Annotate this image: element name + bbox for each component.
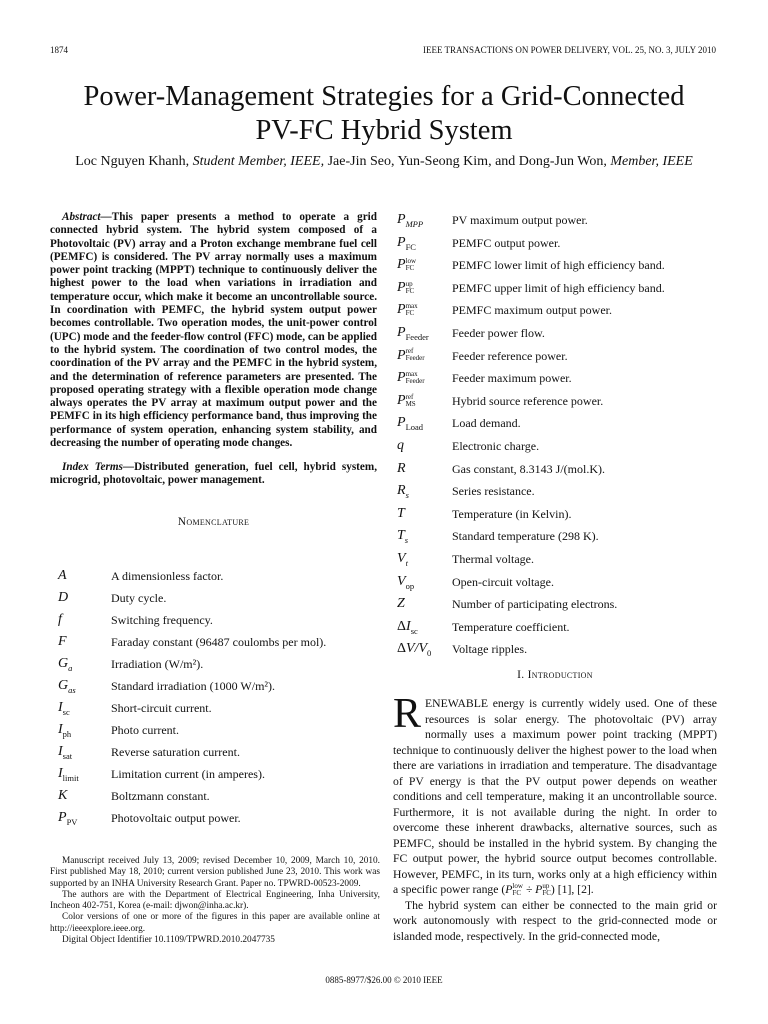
symbol-pload: $P_{Load}$: [397, 415, 424, 433]
symbol-pfc-up: Pup FC: [397, 279, 415, 295]
nomenclature-right: $P_{MPP}$ PV maximum output power. $P_{FC}$ PEMFC output power. Plow FC PEMFC lower limit of high efficiency band. Pup FC PEMFC upper limit of high efficiency band. Pmax FC PEMFC maximum output power. $P_{Feeder}$ Feeder power flow. Pref Feeder Feeder reference power. Pmax Feeder Feeder maximum power. Pref MS Hybrid source reference power. $P_{Load}$ Load demand. q Electronic charge. R Gas constant, 8.3143 J/(mol.K). $R_s$ Series resistance. T Temperature (in Kelvin). $T_s$ Standard temperature (298 K). $V_t$ Thermal voltage. $V_{op}$ Open-circuit voltage. Z Number of participating electrons. $\Delta I_{sc}$ Temperature coefficient. $\Delta V/V_0$ Voltage ripples.: [397, 212, 665, 659]
nomenclature-left: A A dimensionless factor. D Duty cycle. f Switching frequency. F Faraday constant (96487 coulombs per mol). $G_a$ Irradiation (W/m²). $G_{as}$ Standard irradiation (1000 W/m²). $I_{sc}$ Short-circuit current. $I_{ph}$ Photo current. $I_{sat}$ Reverse saturation current. $I_{limit}$ Limitation current (in amperes). K Boltzmann constant. $P_{PV}$ Photovoltaic output power.: [58, 568, 327, 827]
footnote: [50, 856, 380, 946]
symbol-vop: $V_{op}$: [397, 573, 415, 591]
symbol-gas: $G_{as}$: [58, 678, 76, 695]
abstract: [50, 211, 377, 450]
symbol-f: f: [58, 612, 62, 627]
abstract-label: Abstract—: [62, 211, 112, 223]
intro-paragraph-2: The hybrid system can either be connected to the main grid or work autonomously with respect to the grid-connected mode or islanded mode, respectively. In the grid-connected mode,: [393, 898, 717, 943]
author-3: Yun-Seong Kim, and: [397, 154, 516, 169]
symbol-isc: $I_{sc}$: [58, 700, 70, 717]
symbol-q: q: [397, 438, 404, 453]
symbol-delta-isc: $\Delta I_{sc}$: [397, 618, 418, 636]
symbol-ga: $G_a$: [58, 656, 73, 673]
symbol-pfc-low: Plow FC: [397, 256, 417, 273]
author-list: [0, 154, 768, 170]
symbol-iph: $I_{ph}$: [58, 722, 72, 739]
footnote-doi: Digital Object Identifier 10.1109/TPWRD.2010.2047735: [62, 935, 275, 946]
footnote-manuscript: Manuscript received July 13, 2009; revised December 10, 2009, March 10, 2010. First published May 18, 2010; current version published June 23, 2010. This work was supported by an INHA University Research Grant. Paper no. TPWRD-00523-2009.: [50, 856, 380, 889]
dropcap: R: [393, 691, 422, 737]
symbol-pfeeder-ref: Pref Feeder: [397, 347, 425, 363]
symbol-z: Z: [397, 596, 405, 612]
footnote-color: Color versions of one or more of the figures in this paper are available online at http://ieeexplore.ieee.org.: [50, 912, 380, 934]
symbol-pfeeder-max: Pmax Feeder: [397, 369, 425, 386]
introduction-text: [393, 691, 717, 944]
journal-header: IEEE TRANSACTIONS ON POWER DELIVERY, VOL. 25, NO. 3, JULY 2010: [422, 45, 716, 55]
paper-title: [0, 80, 768, 148]
index-terms-label: Index Terms—: [62, 461, 135, 473]
power-range-math: Plow FC ÷ Pup FC: [505, 882, 551, 898]
copyright-footer: 0885-8977/$26.00 © 2010 IEEE: [325, 975, 443, 985]
page-number: 1874: [50, 45, 68, 55]
author-1: Loc Nguyen Khanh,: [75, 154, 190, 169]
footnote-affiliation: The authors are with the Department of Electrical Engineering, Inha University, Incheon 402-751, Korea (e-mail: djwon@inha.ac.kr).: [50, 889, 380, 912]
title-line-2: PV-FC Hybrid System: [255, 115, 513, 146]
author-4-role: Member, IEEE: [610, 154, 693, 169]
nomenclature-heading: Nomenclature: [177, 516, 250, 528]
abstract-text: This paper presents a method to operate a grid connected hybrid system. The hybrid system composed of a Photovoltaic (PV) array and a Proton exchange membrane fuel cell (PEMFC) is considered. The PV array normally uses a maximum power point tracking (MPPT) technique to continuously deliver the highest power to the load when variations in irradiation and temperature occur, which make it become an uncontrollable source. In coordination with PEMFC, the hybrid system output power becomes controllable. Two operation modes, the unit-power control (UPC) mode and the feeder-flow control (FFC) mode, can be applied to the hybrid system. The coordination of two control modes, the coordination of the PV array and the PEMFC in the hybrid system, and the determination of reference parameters are presented. The proposed operating strategy with a flexible operation mode change always operates the PV array at maximum output power and the PEMFC in its high efficiency performance band, thus improving the performance of system operation, enhancing system stability, and decreasing the number of operating mode changes.: [50, 211, 377, 450]
symbol-d: D: [58, 590, 69, 605]
symbol-k: K: [58, 788, 68, 803]
symbol-pms-ref: Pref MS: [397, 392, 416, 408]
symbol-delta-v: $\Delta V/V_0$: [397, 641, 432, 659]
symbol-pfc-max: Pmax FC: [397, 302, 418, 318]
symbol-pmpp: $P_{MPP}$: [397, 212, 424, 229]
index-terms-text: Distributed generation, fuel cell, hybrid system, microgrid, photovoltaic, power management.: [50, 461, 377, 487]
symbol-faraday: F: [58, 634, 67, 649]
symbol-ppv: $P_{PV}$: [58, 810, 78, 827]
symbol-a: A: [58, 568, 67, 583]
symbol-r: R: [397, 460, 406, 476]
author-2: Jae-Jin Seo,: [327, 154, 395, 169]
intro-paragraph-1: RENEWABLE energy is currently widely used. One of these resources is solar energy. The photovoltaic (PV) array normally uses a maximum power point tracking (MPPT) technique to continuously deliver the highest power to the load when there are variations in irradiation and temperature. The disadvantage of PV energy is that the PV output power depends on weather conditions and cell temperature, making it an uncontrollable source. Furthermore, it is not available during the night. In order to overcome these inherent drawbacks, alternative sources, such as PEMFC, should be installed in the hybrid system. By changing the FC output power, the hybrid source output becomes controllable. However, PEMFC, in its turn, works only at a high efficiency within a specific power range (Plow FC ÷ Pup FC) [1], [2].: [393, 691, 717, 898]
title-line-1: Power-Management Strategies for a Grid-Connected: [83, 81, 685, 112]
section-heading: I. Introduction: [517, 669, 593, 681]
symbol-t: T: [397, 505, 405, 521]
symbol-isat: $I_{sat}$: [58, 744, 73, 761]
symbol-vt: $V_t$: [397, 551, 408, 568]
symbol-pfc: $P_{FC}$: [397, 234, 416, 252]
symbol-ts: $T_s$: [397, 528, 409, 546]
author-1-role: Student Member, IEEE,: [192, 154, 325, 169]
author-4: Dong-Jun Won,: [518, 154, 607, 169]
index-terms: [50, 461, 377, 488]
symbol-ilimit: $I_{limit}$: [58, 766, 79, 783]
symbol-pfeeder: $P_{Feeder}$: [397, 325, 429, 342]
symbol-rs: $R_s$: [397, 483, 409, 500]
